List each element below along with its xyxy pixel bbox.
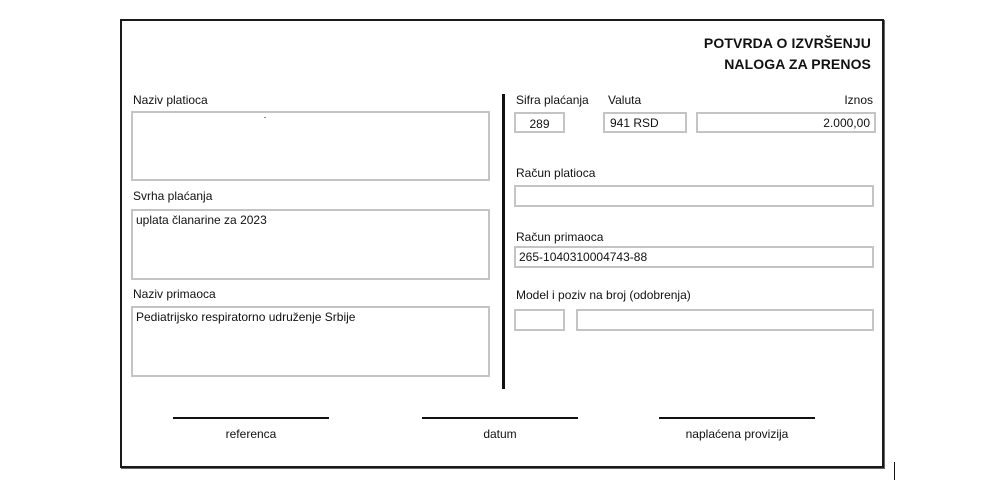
amount-field[interactable]: 2.000,00 — [696, 112, 876, 133]
model-label: Model i poziv na broj (odobrenja) — [516, 288, 691, 302]
currency-field[interactable]: 941 RSD — [603, 112, 687, 133]
payment-code-field[interactable]: 289 — [514, 112, 565, 133]
purpose-label: Svrha plaćanja — [133, 189, 213, 203]
payer-account-label: Račun platioca — [516, 166, 596, 180]
form-title-line1: POTVRDA O IZVRŠENJU — [703, 35, 871, 51]
payer-name-label: Naziv platioca — [133, 93, 208, 107]
text-cursor — [894, 462, 895, 480]
recipient-name-label: Naziv primaoca — [133, 287, 216, 301]
payer-account-field[interactable] — [514, 185, 874, 207]
payer-name-field[interactable] — [131, 111, 490, 181]
stray-mark — [264, 117, 266, 118]
form-title — [704, 33, 871, 75]
commission-label: naplaćena provizija — [685, 427, 789, 441]
commission-line — [659, 417, 815, 419]
form-title-line2: NALOGA ZA PRENOS — [724, 56, 871, 72]
recipient-name-field[interactable]: Pediatrijsko respiratorno udruženje Srbije — [131, 306, 490, 377]
currency-label: Valuta — [608, 93, 642, 107]
payment-confirmation-form — [120, 19, 884, 468]
column-divider — [502, 94, 505, 389]
date-label: datum — [483, 427, 517, 441]
model-field[interactable] — [514, 309, 565, 331]
recipient-account-label: Račun primaoca — [516, 230, 604, 244]
purpose-field[interactable]: uplata članarine za 2023 — [131, 209, 490, 280]
recipient-account-field[interactable]: 265-1040310004743-88 — [514, 246, 874, 268]
amount-label: Iznos — [844, 93, 873, 107]
reference-label: referenca — [225, 427, 277, 441]
payment-code-label: Sifra plaćanja — [516, 93, 589, 107]
date-line — [422, 417, 578, 419]
reference-number-field[interactable] — [576, 309, 874, 331]
reference-line — [173, 417, 329, 419]
